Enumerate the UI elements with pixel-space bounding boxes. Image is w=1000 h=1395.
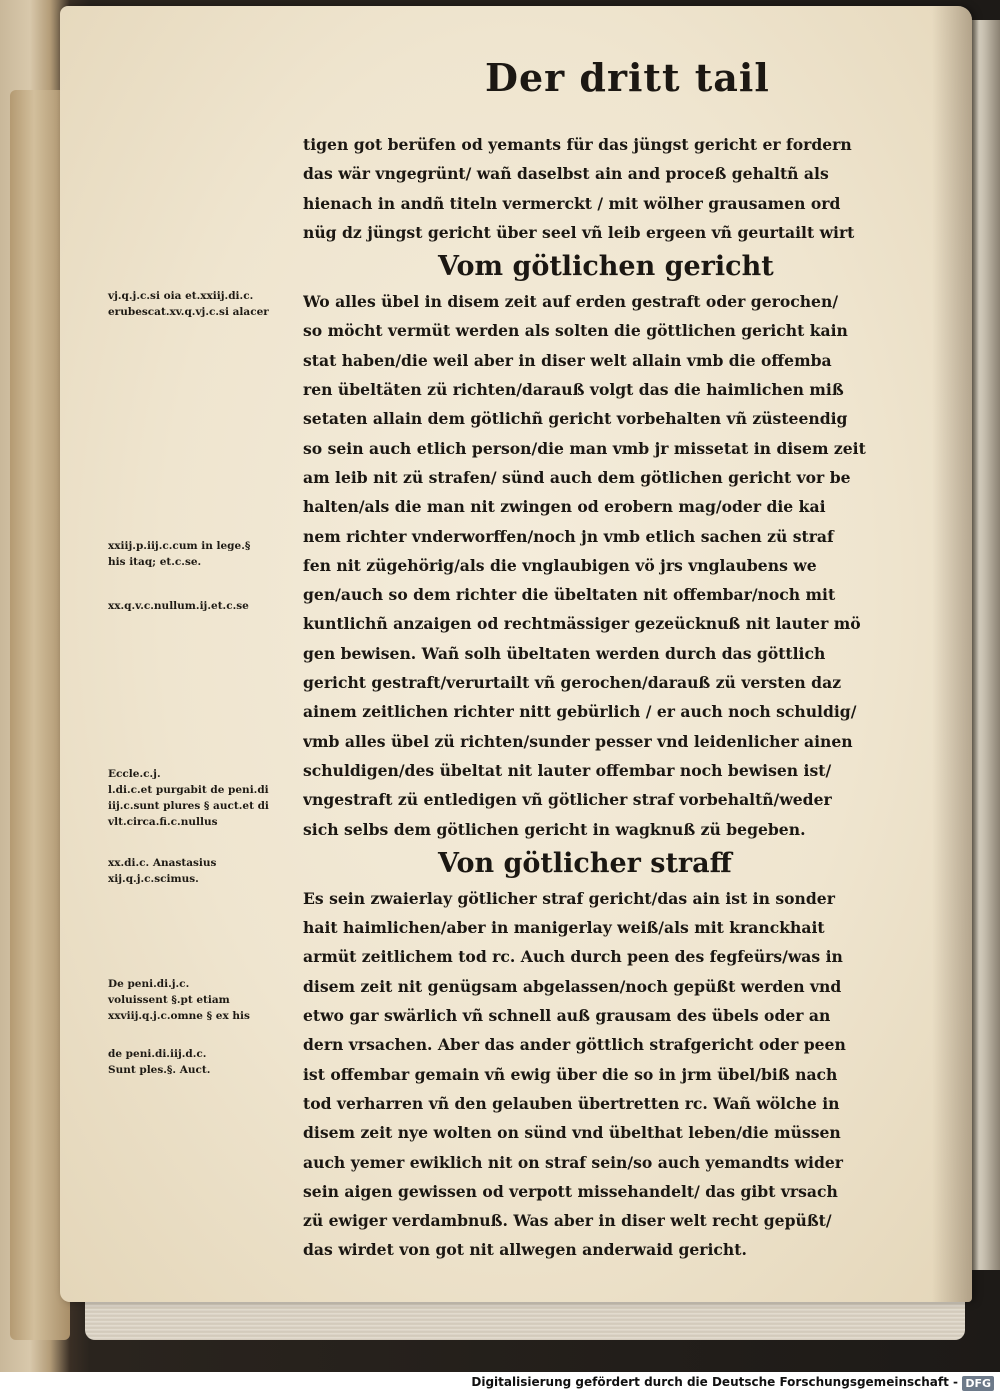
text-line: tigen got berüfen od yemants für das jüngst gericht er fordern bbox=[303, 135, 852, 154]
funding-credit: Digitalisierung gefördert durch die Deutsche Forschungsgemeinschaft - bbox=[471, 1375, 958, 1389]
main-text-block bbox=[303, 130, 915, 1265]
text-line: setaten allain dem götlichñ gericht vorbehalten vñ züsteendig bbox=[303, 409, 848, 429]
text-line: sich selbs dem götlichen gericht in wagknuß zü begeben. bbox=[303, 819, 806, 839]
text-line: hait haimlichen/aber in manigerlay weiß/als mit kranckhait bbox=[303, 918, 825, 938]
dfg-logo: DFG bbox=[962, 1376, 994, 1391]
text-line: nüg dz jüngst gericht über seel vñ leib ergeen vñ geurtailt wirt bbox=[303, 222, 855, 242]
text-line: ren übeltäten zü richten/darauß volgt das die haimlichen miß bbox=[303, 380, 844, 400]
marginal-note bbox=[108, 855, 308, 887]
text-line: dern vrsachen. Aber das ander göttlich strafgericht oder peen bbox=[303, 1035, 846, 1055]
text-line: ist offembar gemain vñ ewig über die so in jrm übel/biß nach bbox=[303, 1064, 838, 1084]
text-line: armüt zeitlichem tod rc. Auch durch peen des fegfeürs/was in bbox=[303, 947, 843, 967]
page-gutter-shadow bbox=[932, 6, 972, 1302]
marginal-note bbox=[108, 598, 308, 614]
text-line: gericht gestraft/verurtailt vñ gerochen/darauß zü versten daz bbox=[303, 673, 842, 693]
facing-page-edge bbox=[970, 20, 1000, 1270]
section-heading-straff: Von götlicher straff bbox=[438, 847, 732, 879]
marginal-line: vlt.circa.fi.c.nullus bbox=[108, 816, 218, 828]
text-line: auch yemer ewiklich nit on straf sein/so auch yemandts wider bbox=[303, 1152, 844, 1172]
marginal-line: xij.q.j.c.scimus. bbox=[108, 873, 199, 885]
running-head: Der dritt tail bbox=[485, 55, 770, 100]
text-line: stat haben/die weil aber in diser welt allain vmb die offemba bbox=[303, 350, 832, 370]
intro-paragraph bbox=[303, 130, 915, 247]
text-line: vngestraft zü entledigen vñ götlicher straf vorbehaltñ/weder bbox=[303, 790, 832, 810]
text-line: disem zeit nye wolten on sünd vnd übelthat leben/die müssen bbox=[303, 1123, 841, 1143]
text-line: sein aigen gewissen od verpott missehandelt/ das gibt vrsach bbox=[303, 1181, 838, 1201]
text-line: Wo alles übel in disem zeit auf erden gestraft oder gerochen/ bbox=[303, 292, 839, 312]
marginal-line: xxiij.p.iij.c.cum in lege.§ bbox=[108, 540, 251, 552]
text-line: vmb alles übel zü richten/sunder pesser vnd leidenlicher ainen bbox=[303, 731, 853, 751]
text-line: gen/auch so dem richter die übeltaten nit offembar/noch mit bbox=[303, 585, 836, 605]
marginal-line: his itaq; et.c.se. bbox=[108, 556, 202, 568]
marginal-note bbox=[108, 976, 308, 1024]
marginal-note bbox=[108, 1046, 308, 1078]
text-line: so sein auch etlich person/die man vmb jr missetat in disem zeit bbox=[303, 438, 866, 458]
text-line: Es sein zwaierlay götlicher straf gericht/das ain ist in sonder bbox=[303, 888, 835, 908]
marginal-line: xxviij.q.j.c.omne § ex his bbox=[108, 1010, 250, 1022]
text-line: tod verharren vñ den gelauben übertretten rc. Wañ wölche in bbox=[303, 1093, 840, 1113]
marginal-line: xx.di.c. Anastasius bbox=[108, 857, 217, 869]
footer-bar bbox=[0, 1372, 1000, 1395]
marginal-line: Eccle.c.j. bbox=[108, 768, 161, 780]
marginal-note bbox=[108, 766, 308, 830]
marginal-line: de peni.di.iij.d.c. bbox=[108, 1048, 207, 1060]
marginal-line: De peni.di.j.c. bbox=[108, 978, 190, 990]
text-line: am leib nit zü strafen/ sünd auch dem götlichen gericht vor be bbox=[303, 467, 851, 487]
marginal-note bbox=[108, 288, 308, 320]
text-line: hienach in andñ titeln vermerckt / mit wölher grausamen ord bbox=[303, 193, 841, 213]
marginal-line: Sunt ples.§. Auct. bbox=[108, 1064, 211, 1076]
section-paragraph-straff bbox=[303, 884, 915, 1265]
marginal-line: l.di.c.et purgabit de peni.di bbox=[108, 784, 269, 796]
text-line: halten/als die man nit zwingen od erobern mag/oder die kai bbox=[303, 497, 826, 517]
text-line: so möcht vermüt werden als solten die göttlichen gericht kain bbox=[303, 321, 848, 341]
text-line: ainem zeitlichen richter nitt gebürlich / er auch noch schuldig/ bbox=[303, 702, 857, 722]
text-line: das wär vngegrünt/ wañ daselbst ain and proceß gehaltñ als bbox=[303, 164, 829, 184]
section-paragraph-gericht bbox=[303, 287, 915, 844]
marginal-line: xx.q.v.c.nullum.ij.et.c.se bbox=[108, 600, 249, 612]
text-line: schuldigen/des übeltat nit lauter offembar noch bewisen ist/ bbox=[303, 760, 832, 780]
text-line: kuntlichñ anzaigen od rechtmässiger gezeücknuß nit lauter mö bbox=[303, 614, 861, 634]
text-line: nem richter vnderworffen/noch jn vmb etlich sachen zü straf bbox=[303, 526, 834, 546]
marginal-line: voluissent §.pt etiam bbox=[108, 994, 230, 1006]
text-line: disem zeit nit genügsam abgelassen/noch gepüßt werden vnd bbox=[303, 976, 842, 996]
section-heading-gericht: Vom götlichen gericht bbox=[438, 251, 774, 283]
marginal-note bbox=[108, 538, 308, 570]
text-line: zü ewiger verdambnuß. Was aber in diser welt recht gepüßt/ bbox=[303, 1211, 832, 1231]
marginal-line: iij.c.sunt plures § auct.et di bbox=[108, 800, 269, 812]
marginal-line: erubescat.xv.q.vj.c.si alacer bbox=[108, 306, 269, 318]
text-line: fen nit zügehörig/als die vnglaubigen vö jrs vnglaubens we bbox=[303, 555, 817, 575]
marginal-line: vj.q.j.c.si oia et.xxiij.di.c. bbox=[108, 290, 254, 302]
text-line: gen bewisen. Wañ solh übeltaten werden durch das göttlich bbox=[303, 643, 826, 663]
text-line: etwo gar swärlich vñ schnell auß grausam des übels oder an bbox=[303, 1006, 831, 1026]
text-line: das wirdet von got nit allwegen anderwaid gericht. bbox=[303, 1240, 747, 1260]
